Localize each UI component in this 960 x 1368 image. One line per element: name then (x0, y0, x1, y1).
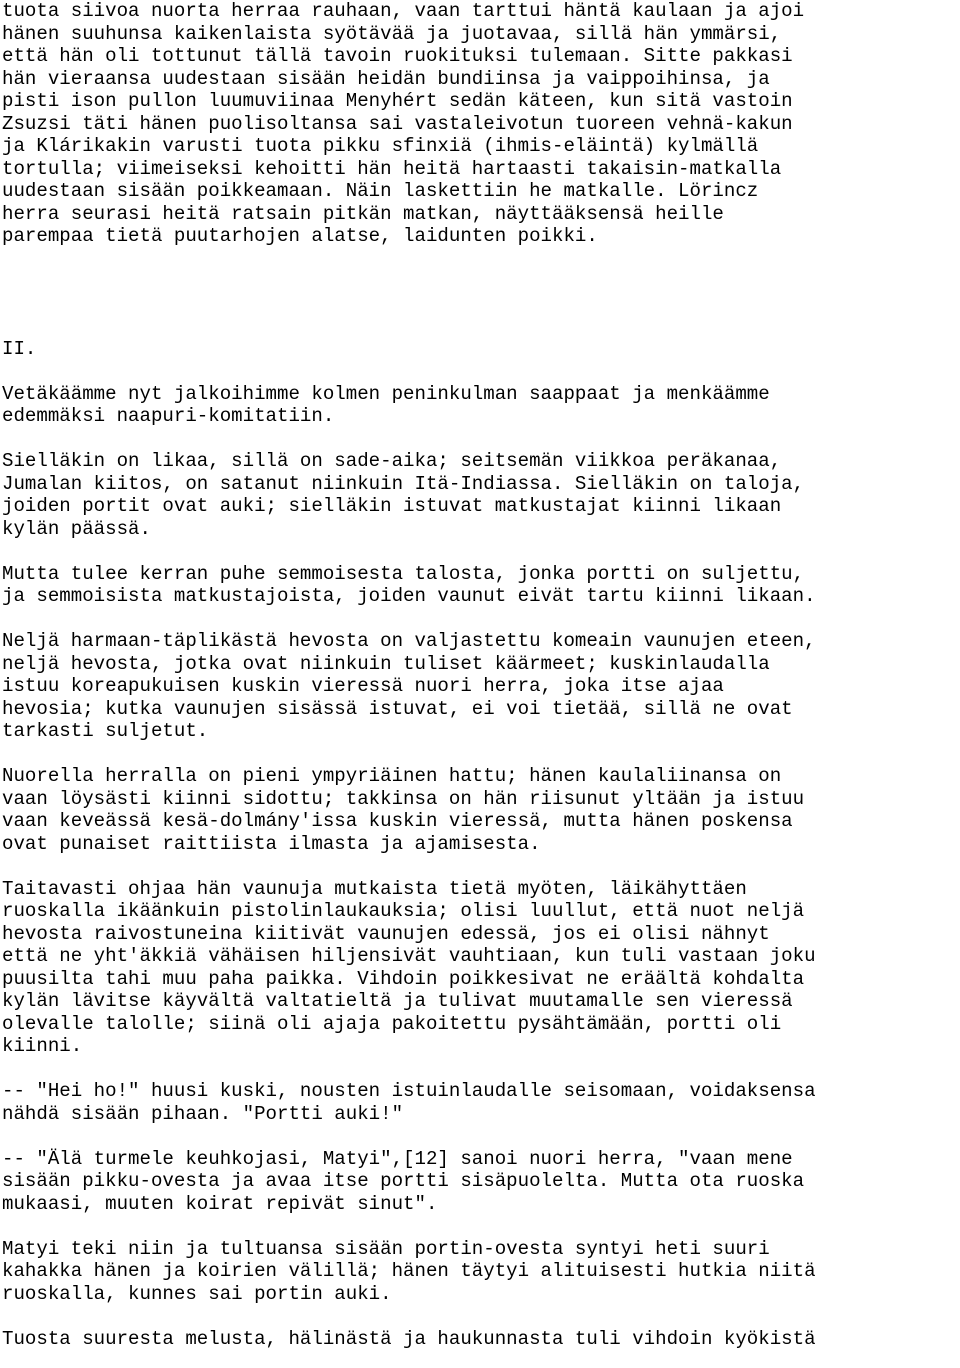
text-line: Matyi teki niin ja tultuansa sisään portin-ovesta syntyi heti suuri (2, 1237, 770, 1260)
text-line: ja semmoisista matkustajoista, joiden vaunut eivät tartu kiinni likaan. (2, 585, 816, 607)
text-line: että ne yht'äkkiä vähäisen hiljensivät vauhtiaan, kun tuli vastaan joku (2, 945, 816, 967)
paragraph (2, 1080, 960, 1125)
text-line: Mutta tulee kerran puhe semmoisesta talosta, jonka portti on suljettu, (2, 562, 805, 585)
paragraph (2, 765, 960, 855)
document-page (2, 0, 960, 1350)
text-line: kahakka hänen ja koirien välillä; hänen täytyi alituisesti hutkia niitä (2, 1260, 816, 1282)
paragraph (2, 450, 960, 540)
text-line: Sielläkin on likaa, sillä on sade-aika; seitsemän viikkoa peräkanaa, (2, 450, 782, 472)
text-line: tortulla; viimeiseksi kehoitti hän heitä hartaasti takaisin-matkalla (2, 157, 782, 180)
text-line: uudestaan sisään poikkeamaan. Näin laskettiin he matkalle. Lörincz (2, 180, 759, 202)
text-line: parempaa tietä puutarhojen alatse, laidunten poikki. (2, 225, 598, 247)
paragraph-spacer (2, 1215, 960, 1238)
text-line: kylän päässä. (2, 517, 151, 540)
intro-paragraph (2, 0, 960, 248)
text-line: ruoskalla, kunnes sai portin auki. (2, 1282, 392, 1305)
paragraph-spacer (2, 608, 960, 631)
text-line: istuu koreapukuisen kuskin vieressä nuori herra, joka itse ajaa (2, 675, 724, 697)
text-line: neljä hevosta, jotka ovat niinkuin tuliset käärmeet; kuskinlaudalla (2, 652, 770, 675)
text-line: Tuosta suuresta melusta, hälinästä ja haukunnasta tuli vihdoin kyökistä (2, 1327, 816, 1350)
text-line: hevosta raivostuneina kiitivät vaunujen edessä, jos ei olisi nähnyt (2, 922, 770, 945)
text-line: hevosia; kutka vaunujen sisässä istuvat, ei voi tietää, sillä ne ovat (2, 697, 793, 720)
text-line: joiden portit ovat auki; sielläkin istuvat matkustajat kiinni likaan (2, 495, 782, 517)
paragraph-spacer (2, 1058, 960, 1081)
paragraph (2, 1148, 960, 1216)
text-line: puusilta tahi muu paha paikka. Vihdoin poikkesivat ne eräältä kohdalta (2, 967, 805, 990)
paragraph-spacer (2, 428, 960, 451)
text-line: vaan löysästi kiinni sidottu; takkinsa on hän riisunut yltään ja istuu (2, 787, 805, 810)
paragraph (2, 878, 960, 1058)
text-line: tuota siivoa nuorta herraa rauhaan, vaan tarttui häntä kaulaan ja ajoi (2, 0, 805, 22)
text-line: -- "Älä turmele keuhkojasi, Matyi",[12] sanoi nuori herra, "vaan mene (2, 1147, 793, 1170)
text-line: vaan keveässä kesä-dolmány'issa kuskin vieressä, mutta hänen poskensa (2, 810, 793, 832)
paragraph (2, 383, 960, 428)
paragraph-spacer (2, 540, 960, 563)
paragraph (2, 563, 960, 608)
paragraph-spacer (2, 855, 960, 878)
text-line: herra seurasi heitä ratsain pitkän matkan, näyttääksensä heille (2, 202, 724, 225)
text-line: hänen suuhunsa kaikenlaista syötävää ja juotavaa, sillä hän ymmärsi, (2, 22, 782, 45)
text-line: mukaasi, muuten koirat repivät sinut". (2, 1192, 438, 1215)
paragraph-spacer (2, 1305, 960, 1328)
text-line: että hän oli tottunut tällä tavoin ruokituksi tulemaan. Sitte pakkasi (2, 45, 793, 67)
paragraph-spacer (2, 360, 960, 383)
text-line: nähdä sisään pihaan. "Portti auki!" (2, 1102, 404, 1125)
text-line: -- "Hei ho!" huusi kuski, nousten istuinlaudalle seisomaan, voidaksensa (2, 1080, 816, 1102)
paragraph (2, 1238, 960, 1306)
paragraph (2, 630, 960, 743)
text-line: tarkasti suljetut. (2, 720, 209, 742)
text-line: kylän lävitse käyvältä valtatieltä ja tulivat muutamalle sen vieressä (2, 990, 793, 1012)
text-line: ruoskalla ikäänkuin pistolinlaukauksia; olisi luullut, että nuot neljä (2, 900, 805, 922)
text-line: Taitavasti ohjaa hän vaunuja mutkaista tietä myöten, läikähyttäen (2, 877, 747, 900)
paragraph (2, 1328, 960, 1351)
text-line: kiinni. (2, 1035, 83, 1057)
text-line: Jumalan kiitos, on satanut niinkuin Itä-Indiassa. Sielläkin on taloja, (2, 472, 805, 495)
paragraph-spacer (2, 743, 960, 766)
text-line: pisti ison pullon luumuviinaa Menyhért sedän käteen, kun sitä vastoin (2, 90, 793, 112)
text-line: olevalle talolle; siinä oli ajaja pakoitettu pysähtämään, portti oli (2, 1012, 782, 1035)
text-line: ja Klárikakin varusti tuota pikku sfinxiä (ihmis-eläintä) kylmällä (2, 135, 759, 157)
paragraph-spacer (2, 1125, 960, 1148)
text-line: Zsuzsi täti hänen puolisoltansa sai vastaleivotun tuoreen vehnä-kakun (2, 112, 793, 135)
text-line: sisään pikku-ovesta ja avaa itse portti sisäpuolelta. Mutta ota ruoska (2, 1170, 805, 1192)
text-line: Nuorella herralla on pieni ympyriäinen hattu; hänen kaulaliinansa on (2, 765, 782, 787)
chapter-heading: II. (2, 337, 37, 360)
text-line: Neljä harmaan-täplikästä hevosta on valjastettu komeain vaunujen eteen, (2, 630, 816, 652)
section-spacer (2, 248, 960, 338)
text-line: ovat punaiset raittiista ilmasta ja ajamisesta. (2, 832, 541, 855)
text-line: edemmäksi naapuri-komitatiin. (2, 405, 335, 427)
text-line: Vetäkäämme nyt jalkoihimme kolmen peninkulman saappaat ja menkäämme (2, 382, 770, 405)
text-line: hän vieraansa uudestaan sisään heidän bundiinsa ja vaippoihinsa, ja (2, 67, 770, 90)
